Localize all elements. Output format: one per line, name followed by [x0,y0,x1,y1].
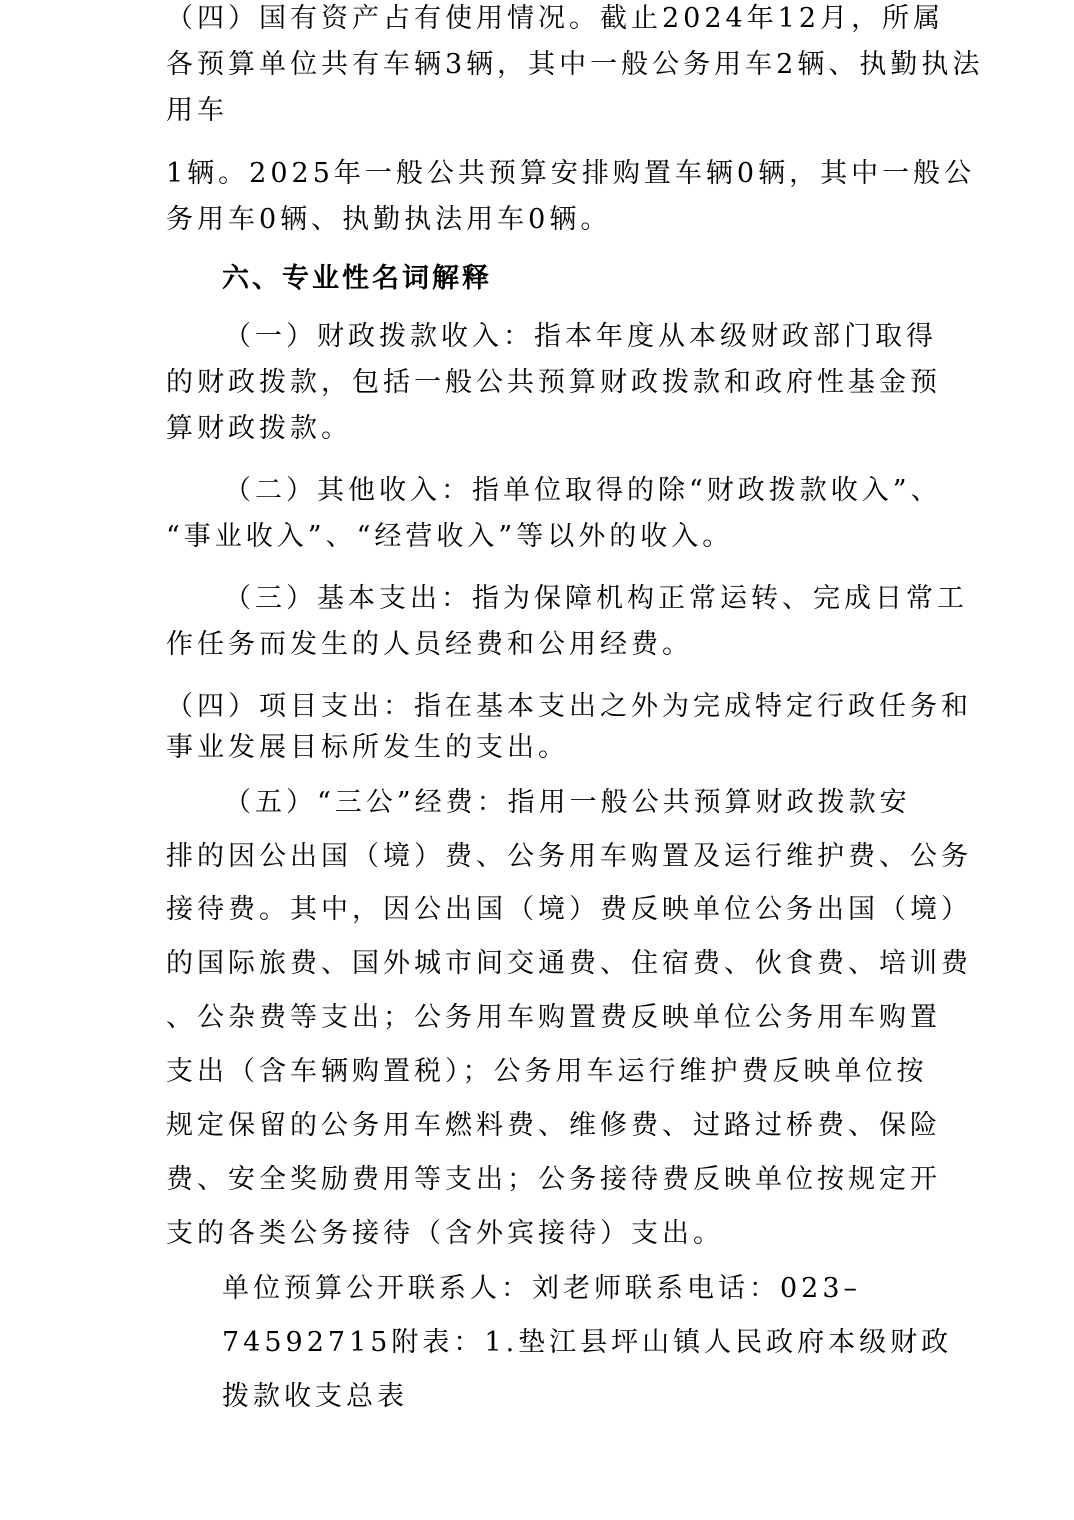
text-line: （四）国有资产占有使用情况。截止2024年12月，所属 [166,3,945,34]
text-line: 、公杂费等支出；公务用车购置费反映单位公务用车购置 [166,1002,941,1033]
text-line: “事业收入”、“经营收入”等以外的收入。 [166,521,734,552]
text-line: （五）“三公”经费：指用一般公共预算财政拨款安 [224,787,911,818]
text-line: 排的因公出国（境）费、公务用车购置及运行维护费、公务 [166,841,972,872]
text-line: 费、安全奖励费用等支出；公务接待费反映单位按规定开 [166,1164,941,1195]
text-line: 务用车0辆、执勤执法用车0辆。 [166,204,612,235]
attachment-line: 74592715附表：1.垫江县坪山镇人民政府本级财政 [222,1327,953,1358]
text-line: 的财政拨款，包括一般公共预算财政拨款和政府性基金预 [166,367,941,398]
text-line: 规定保留的公务用车燃料费、维修费、过路过桥费、保险 [166,1110,941,1141]
text-line: 接待费。其中，因公出国（境）费反映单位公务出国（境） [166,894,972,925]
text-line: 作任务而发生的人员经费和公用经费。 [166,629,693,660]
text-line: 1辆。2025年一般公共预算安排购置车辆0辆，其中一般公 [166,158,976,189]
contact-line: 单位预算公开联系人：刘老师联系电话：023– [222,1273,862,1304]
text-line: 的国际旅费、国外城市间交通费、住宿费、伙食费、培训费 [166,948,972,979]
text-line: 支的各类公务接待（含外宾接待）支出。 [166,1218,724,1249]
text-line: （四）项目支出：指在基本支出之外为完成特定行政任务和 [166,691,972,722]
text-line: 事业发展目标所发生的支出。 [166,732,569,763]
text-line: （一）财政拨款收入：指本年度从本级财政部门取得 [224,321,937,352]
text-line: （二）其他收入：指单位取得的除“财政拨款收入”、 [224,475,942,506]
text-line: （三）基本支出：指为保障机构正常运转、完成日常工 [224,583,968,614]
text-line: 算财政拨款。 [166,413,352,444]
text-line: 各预算单位共有车辆3辆，其中一般公务用车2辆、执勤执法 [166,49,984,80]
section-heading: 六、专业性名词解释 [222,263,492,294]
text-line: 支出（含车辆购置税）；公务用车运行维护费反映单位按 [166,1056,928,1087]
text-line: 用车 [166,95,228,126]
attachment-line: 拨款收支总表 [222,1381,408,1412]
